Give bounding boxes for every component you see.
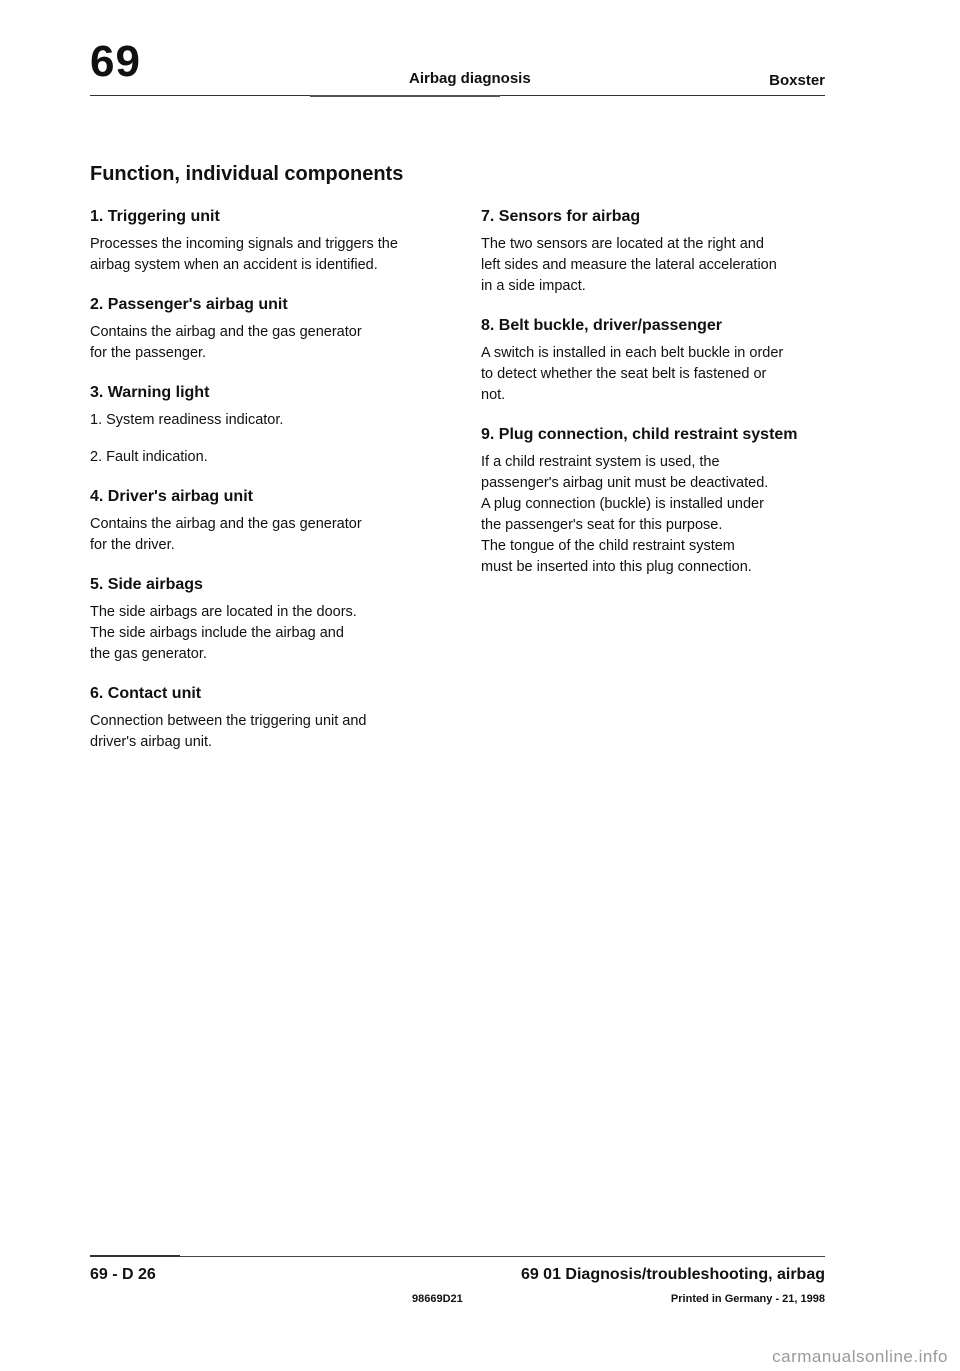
component-body: Processes the incoming signals and triggers the airbag system when an accident is identified. [90,236,398,273]
watermark: carmanualsonline.info [772,1347,948,1366]
component-item [481,317,831,406]
component-body: The two sensors are located at the right and left sides and measure the lateral acceleration in a side impact. [481,236,777,294]
footer-rule [90,1256,825,1257]
page-number: 69 - D 26 [90,1266,156,1283]
header-rule-accent [310,95,500,97]
component-heading: 5. Side airbags [90,576,203,593]
header-title: Airbag diagnosis [409,70,531,87]
footer-rule-accent [90,1255,180,1257]
component-body: Contains the airbag and the gas generator for the driver. [90,516,362,553]
component-item [90,576,435,665]
section-number: 69 [90,37,141,86]
component-body: The side airbags are located in the doors. The side airbags include the airbag and the gas generator. [90,604,357,662]
component-item [481,208,831,297]
component-body: If a child restraint system is used, the passenger's airbag unit must be deactivated. A plug connection (buckle) is installed under the passenger's seat for this purpose. The tongue of the child restraint system must be inserted into this plug connection. [481,454,769,575]
component-item [90,447,435,468]
component-heading: 4. Driver's airbag unit [90,488,253,505]
component-body: Contains the airbag and the gas generator for the passenger. [90,324,362,361]
component-heading: 1. Triggering unit [90,208,220,225]
left-column [90,208,435,773]
component-heading: 9. Plug connection, child restraint system [481,426,798,443]
component-body: A switch is installed in each belt buckle in order to detect whether the seat belt is fastened or not. [481,345,784,403]
component-body: Connection between the triggering unit and driver's airbag unit. [90,713,367,750]
component-item [481,426,831,578]
footer-section: 69 01 Diagnosis/troubleshooting, airbag [520,1266,825,1283]
component-item [90,296,435,364]
right-column [481,208,831,598]
component-body: 2. Fault indication. [90,449,208,465]
page-title: Function, individual components [90,163,404,185]
printed-note: Printed in Germany - 21, 1998 [670,1293,825,1305]
component-heading: 8. Belt buckle, driver/passenger [481,317,722,334]
component-heading: 6. Contact unit [90,685,202,702]
header-model: Boxster [769,72,825,89]
component-item [90,208,435,276]
component-heading: 7. Sensors for airbag [481,208,641,225]
component-body: 1. System readiness indicator. [90,412,284,428]
component-item [90,685,435,753]
document-code: 98669D21 [412,1293,463,1305]
component-item [90,488,435,556]
component-heading: 3. Warning light [90,384,210,401]
component-item [90,384,435,431]
component-heading: 2. Passenger's airbag unit [90,296,288,313]
